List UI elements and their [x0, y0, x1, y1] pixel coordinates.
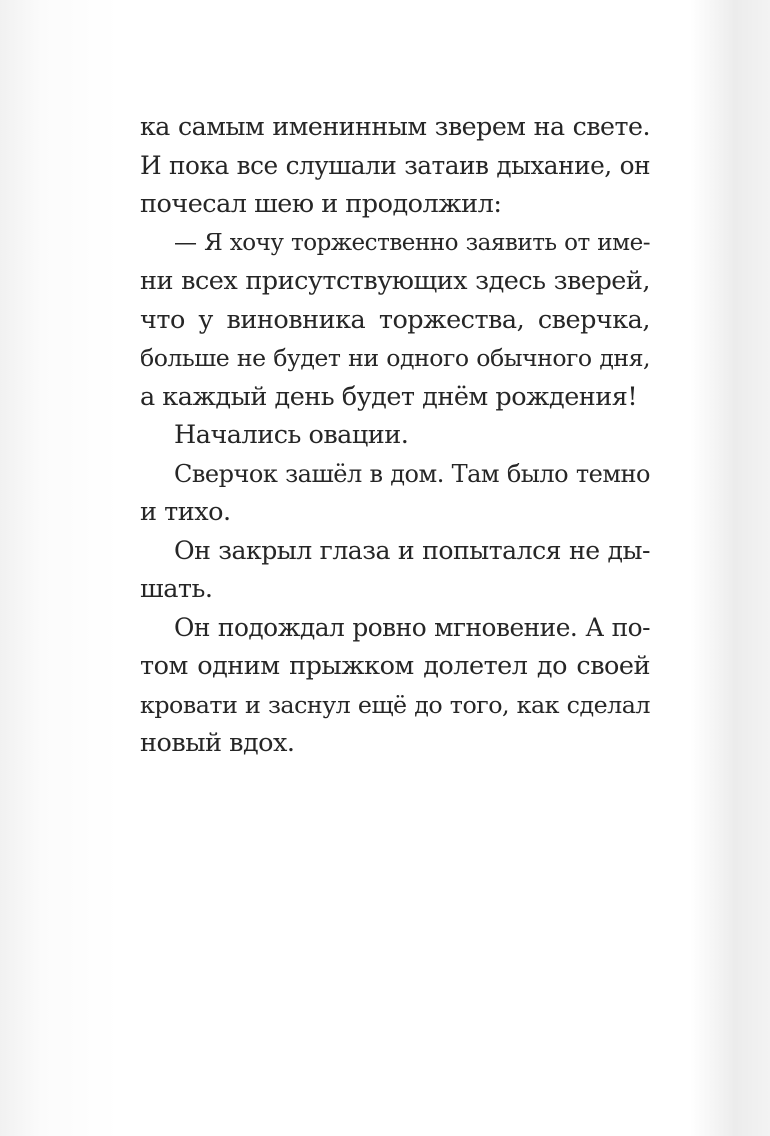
text-line: Он подождал ровно мгновение. А по-	[174, 612, 650, 642]
text-line: почесал шею и продолжил:	[140, 189, 502, 219]
text-line: И пока все слушали затаив дыхание, он	[140, 150, 650, 180]
text-line: больше не будет ни одного обычного дня,	[140, 344, 650, 372]
text-line: а каждый день будет днём рождения!	[140, 381, 638, 412]
text-line: шать.	[140, 574, 213, 604]
text-line: ни всех присутствующих здесь зверей,	[140, 266, 650, 296]
text-line: Он закрыл глаза и попытался не ды-	[174, 535, 650, 565]
text-line: Начались овации.	[174, 420, 409, 450]
text-line: новый вдох.	[140, 728, 295, 758]
text-line: Сверчок зашёл в дом. Там было темно	[174, 459, 650, 488]
text-line: — Я хочу торжественно заявить от име-	[174, 229, 650, 256]
text-line: ка самым именинным зверем на свете.	[140, 112, 650, 141]
text-line: и тихо.	[140, 497, 231, 527]
page-text	[140, 108, 650, 763]
text-line: кровати и заснул ещё до того, как сделал	[140, 690, 650, 719]
text-line: что у виновника торжества, сверчка,	[140, 304, 650, 335]
text-line: том одним прыжком долетел до своей	[140, 651, 650, 681]
